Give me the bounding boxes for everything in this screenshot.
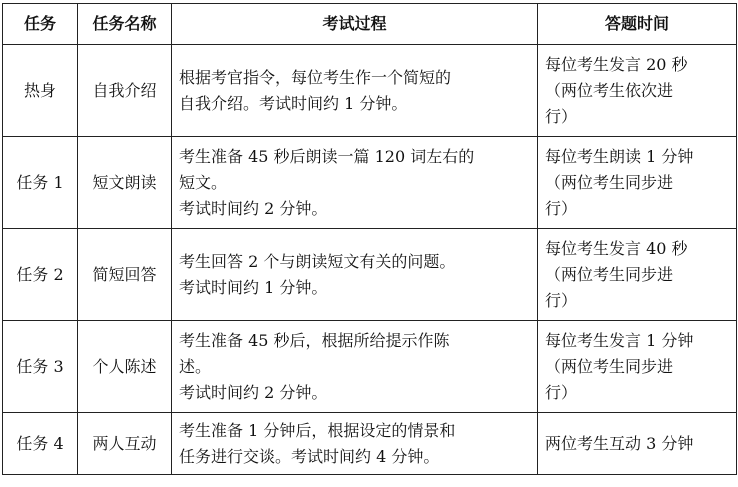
time-line: 行） [545, 290, 578, 310]
header-task: 任务 [3, 4, 78, 45]
process-line: 短文。 [179, 172, 228, 192]
task-name-cell: 简短回答 [78, 229, 172, 321]
table-row [3, 229, 737, 321]
process-cell [172, 413, 538, 475]
time-line: 每位考生发言 40 秒 [545, 238, 688, 258]
process-cell [172, 229, 538, 321]
process-cell [172, 321, 538, 413]
exam-schedule-table [2, 3, 737, 475]
task-name-cell: 自我介绍 [78, 45, 172, 137]
time-cell [538, 229, 737, 321]
time-line: （两位考生同步进 [545, 356, 674, 376]
task-cell: 热身 [3, 45, 78, 137]
process-line: 考试时间约 2 分钟。 [179, 198, 328, 218]
time-line: （两位考生同步进 [545, 264, 674, 284]
table-row [3, 413, 737, 475]
process-line: 考试时间约 1 分钟。 [179, 277, 328, 297]
time-cell [538, 45, 737, 137]
time-cell [538, 413, 737, 475]
time-cell [538, 321, 737, 413]
process-line: 考生准备 1 分钟后，根据设定的情景和 [179, 420, 456, 440]
process-line: 考生准备 45 秒后，根据所给提示作陈 [179, 330, 450, 350]
task-cell: 任务 4 [3, 413, 78, 475]
table-row [3, 45, 737, 137]
process-line: 考生准备 45 秒后朗读一篇 120 词左右的 [179, 146, 475, 166]
task-cell: 任务 2 [3, 229, 78, 321]
process-line: 述。 [179, 356, 212, 376]
process-cell [172, 45, 538, 137]
time-line: 每位考生发言 1 分钟 [545, 330, 694, 350]
header-task-name: 任务名称 [78, 4, 172, 45]
header-answer-time: 答题时间 [538, 4, 737, 45]
time-line: 每位考生发言 20 秒 [545, 54, 688, 74]
time-line: （两位考生同步进 [545, 172, 674, 192]
time-line: 每位考生朗读 1 分钟 [545, 146, 694, 166]
header-exam-process: 考试过程 [172, 4, 538, 45]
table-row [3, 321, 737, 413]
time-line: 行） [545, 198, 578, 218]
task-name-cell: 个人陈述 [78, 321, 172, 413]
process-line: 自我介绍。考试时间约 1 分钟。 [179, 93, 408, 113]
task-cell: 任务 1 [3, 137, 78, 229]
table-row [3, 137, 737, 229]
process-line: 考生回答 2 个与朗读短文有关的问题。 [179, 251, 456, 271]
process-line: 根据考官指令，每位考生作一个简短的 [179, 67, 452, 87]
time-line: 行） [545, 382, 578, 402]
time-line: 两位考生互动 3 分钟 [545, 433, 694, 453]
task-cell: 任务 3 [3, 321, 78, 413]
process-line: 考试时间约 2 分钟。 [179, 382, 328, 402]
process-cell [172, 137, 538, 229]
task-name-cell: 短文朗读 [78, 137, 172, 229]
time-cell [538, 137, 737, 229]
task-name-cell: 两人互动 [78, 413, 172, 475]
time-line: 行） [545, 106, 578, 126]
process-line: 任务进行交谈。考试时间约 4 分钟。 [179, 446, 440, 466]
time-line: （两位考生依次进 [545, 80, 674, 100]
header-row [3, 4, 737, 45]
